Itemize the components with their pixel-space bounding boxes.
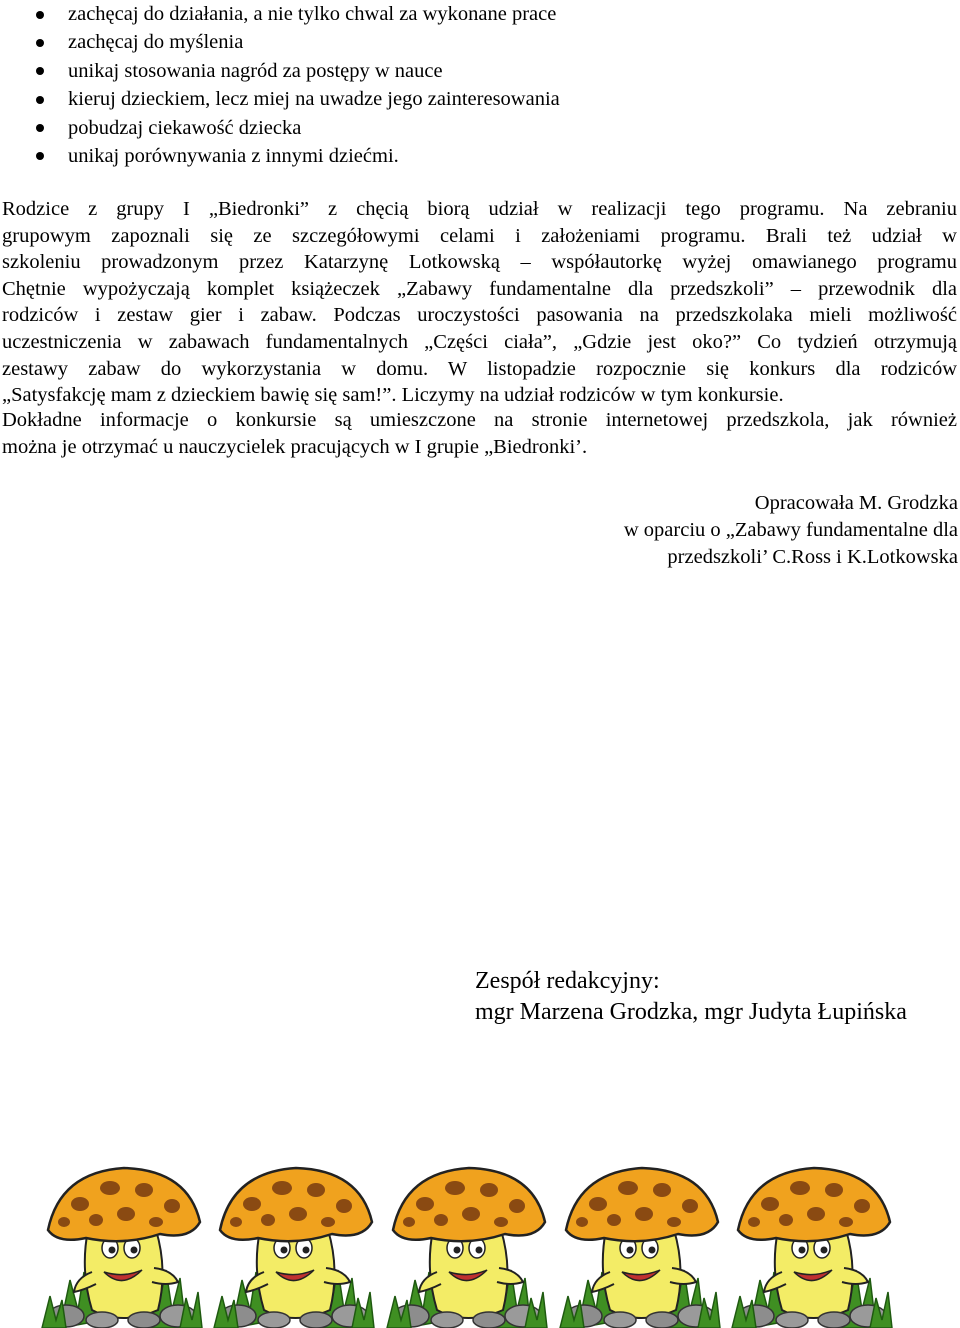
- paragraph-line: grupowym zapoznali się ze szczegółowymi celami i założeniami programu. Brali też udział w: [2, 224, 957, 247]
- list-item: [0, 0, 960, 28]
- bullet-text: zachęcaj do działania, a nie tylko chwal za wykonane prace: [68, 3, 557, 25]
- paragraph-line: Dokładne informacje o konkursie są umieszczone na stronie internetowej przedszkola, jak również: [2, 409, 957, 431]
- list-item: [0, 85, 960, 113]
- mushroom-illustration-row: [40, 1160, 920, 1328]
- bullet-icon: [36, 152, 44, 160]
- bullet-text: unikaj stosowania nagród za postępy w nauce: [68, 59, 443, 82]
- editorial-team: [475, 966, 907, 1028]
- bullet-icon: [36, 96, 44, 104]
- paragraph-line: „Satysfakcję mam z dzieckiem bawię się sam!”. Liczymy na udział rodziców w tym konkursie.: [2, 384, 784, 407]
- team-heading: Zespół redakcyjny:: [475, 968, 660, 994]
- mushroom-icon: [385, 1160, 550, 1328]
- team-names: mgr Marzena Grodzka, mgr Judyta Łupińska: [475, 999, 907, 1025]
- bullet-icon: [36, 11, 44, 19]
- bullet-list: [0, 0, 960, 170]
- contest-info-paragraph: [2, 407, 957, 460]
- author-signature: [624, 490, 958, 570]
- mushroom-icon: [40, 1160, 205, 1328]
- paragraph-line: Rodzice z grupy I „Biedronki” z chęcią biorą udział w realizacji tego programu. Na zebraniu: [2, 198, 957, 220]
- signature-line: Opracowała M. Grodzka: [754, 492, 958, 514]
- paragraph-line: szkoleniu prowadzonym przez Katarzynę Lotkowską – współautorkę wyżej omawianego programu: [2, 251, 957, 274]
- bullet-icon: [36, 67, 44, 75]
- mushroom-icon: [212, 1160, 377, 1328]
- signature-line: w oparciu o „Zabawy fundamentalne dla: [623, 518, 958, 541]
- bullet-text: unikaj porównywania z innymi dziećmi.: [68, 144, 399, 167]
- bullet-icon: [36, 39, 44, 47]
- list-item: [0, 142, 960, 170]
- paragraph-line: zestawy zabaw do wykorzystania w domu. W listopadzie rozpocznie się konkurs dla rodziców: [2, 357, 957, 380]
- mushroom-icon: [730, 1160, 895, 1328]
- bullet-text: pobudzaj ciekawość dziecka: [68, 116, 302, 139]
- bullet-icon: [36, 124, 44, 132]
- parents-paragraph: [2, 196, 957, 409]
- mushroom-icon: [558, 1160, 723, 1328]
- list-item: [0, 28, 960, 56]
- paragraph-line: Chętnie wypożyczają komplet książeczek „Zabawy fundamentalne dla przedszkoli” – przewodnik dla: [2, 277, 957, 300]
- list-item: [0, 114, 960, 142]
- signature-line: przedszkoli’ C.Ross i K.Lotkowska: [667, 545, 958, 568]
- paragraph-line: uczestniczenia w zabawach fundamentalnych „Części ciała”, „Gdzie jest oko?” Co tydzień otrzymują: [2, 330, 957, 353]
- list-item: [0, 57, 960, 85]
- paragraph-line: rodziców i zestaw gier i zabaw. Podczas uroczystości pasowania na przedszkolaka mieli możliwość: [2, 304, 957, 327]
- bullet-text: kieruj dzieckiem, lecz miej na uwadze jego zainteresowania: [68, 88, 560, 111]
- paragraph-line: można je otrzymać u nauczycielek pracujących w I grupie „Biedronki’.: [2, 435, 588, 458]
- bullet-text: zachęcaj do myślenia: [68, 31, 244, 54]
